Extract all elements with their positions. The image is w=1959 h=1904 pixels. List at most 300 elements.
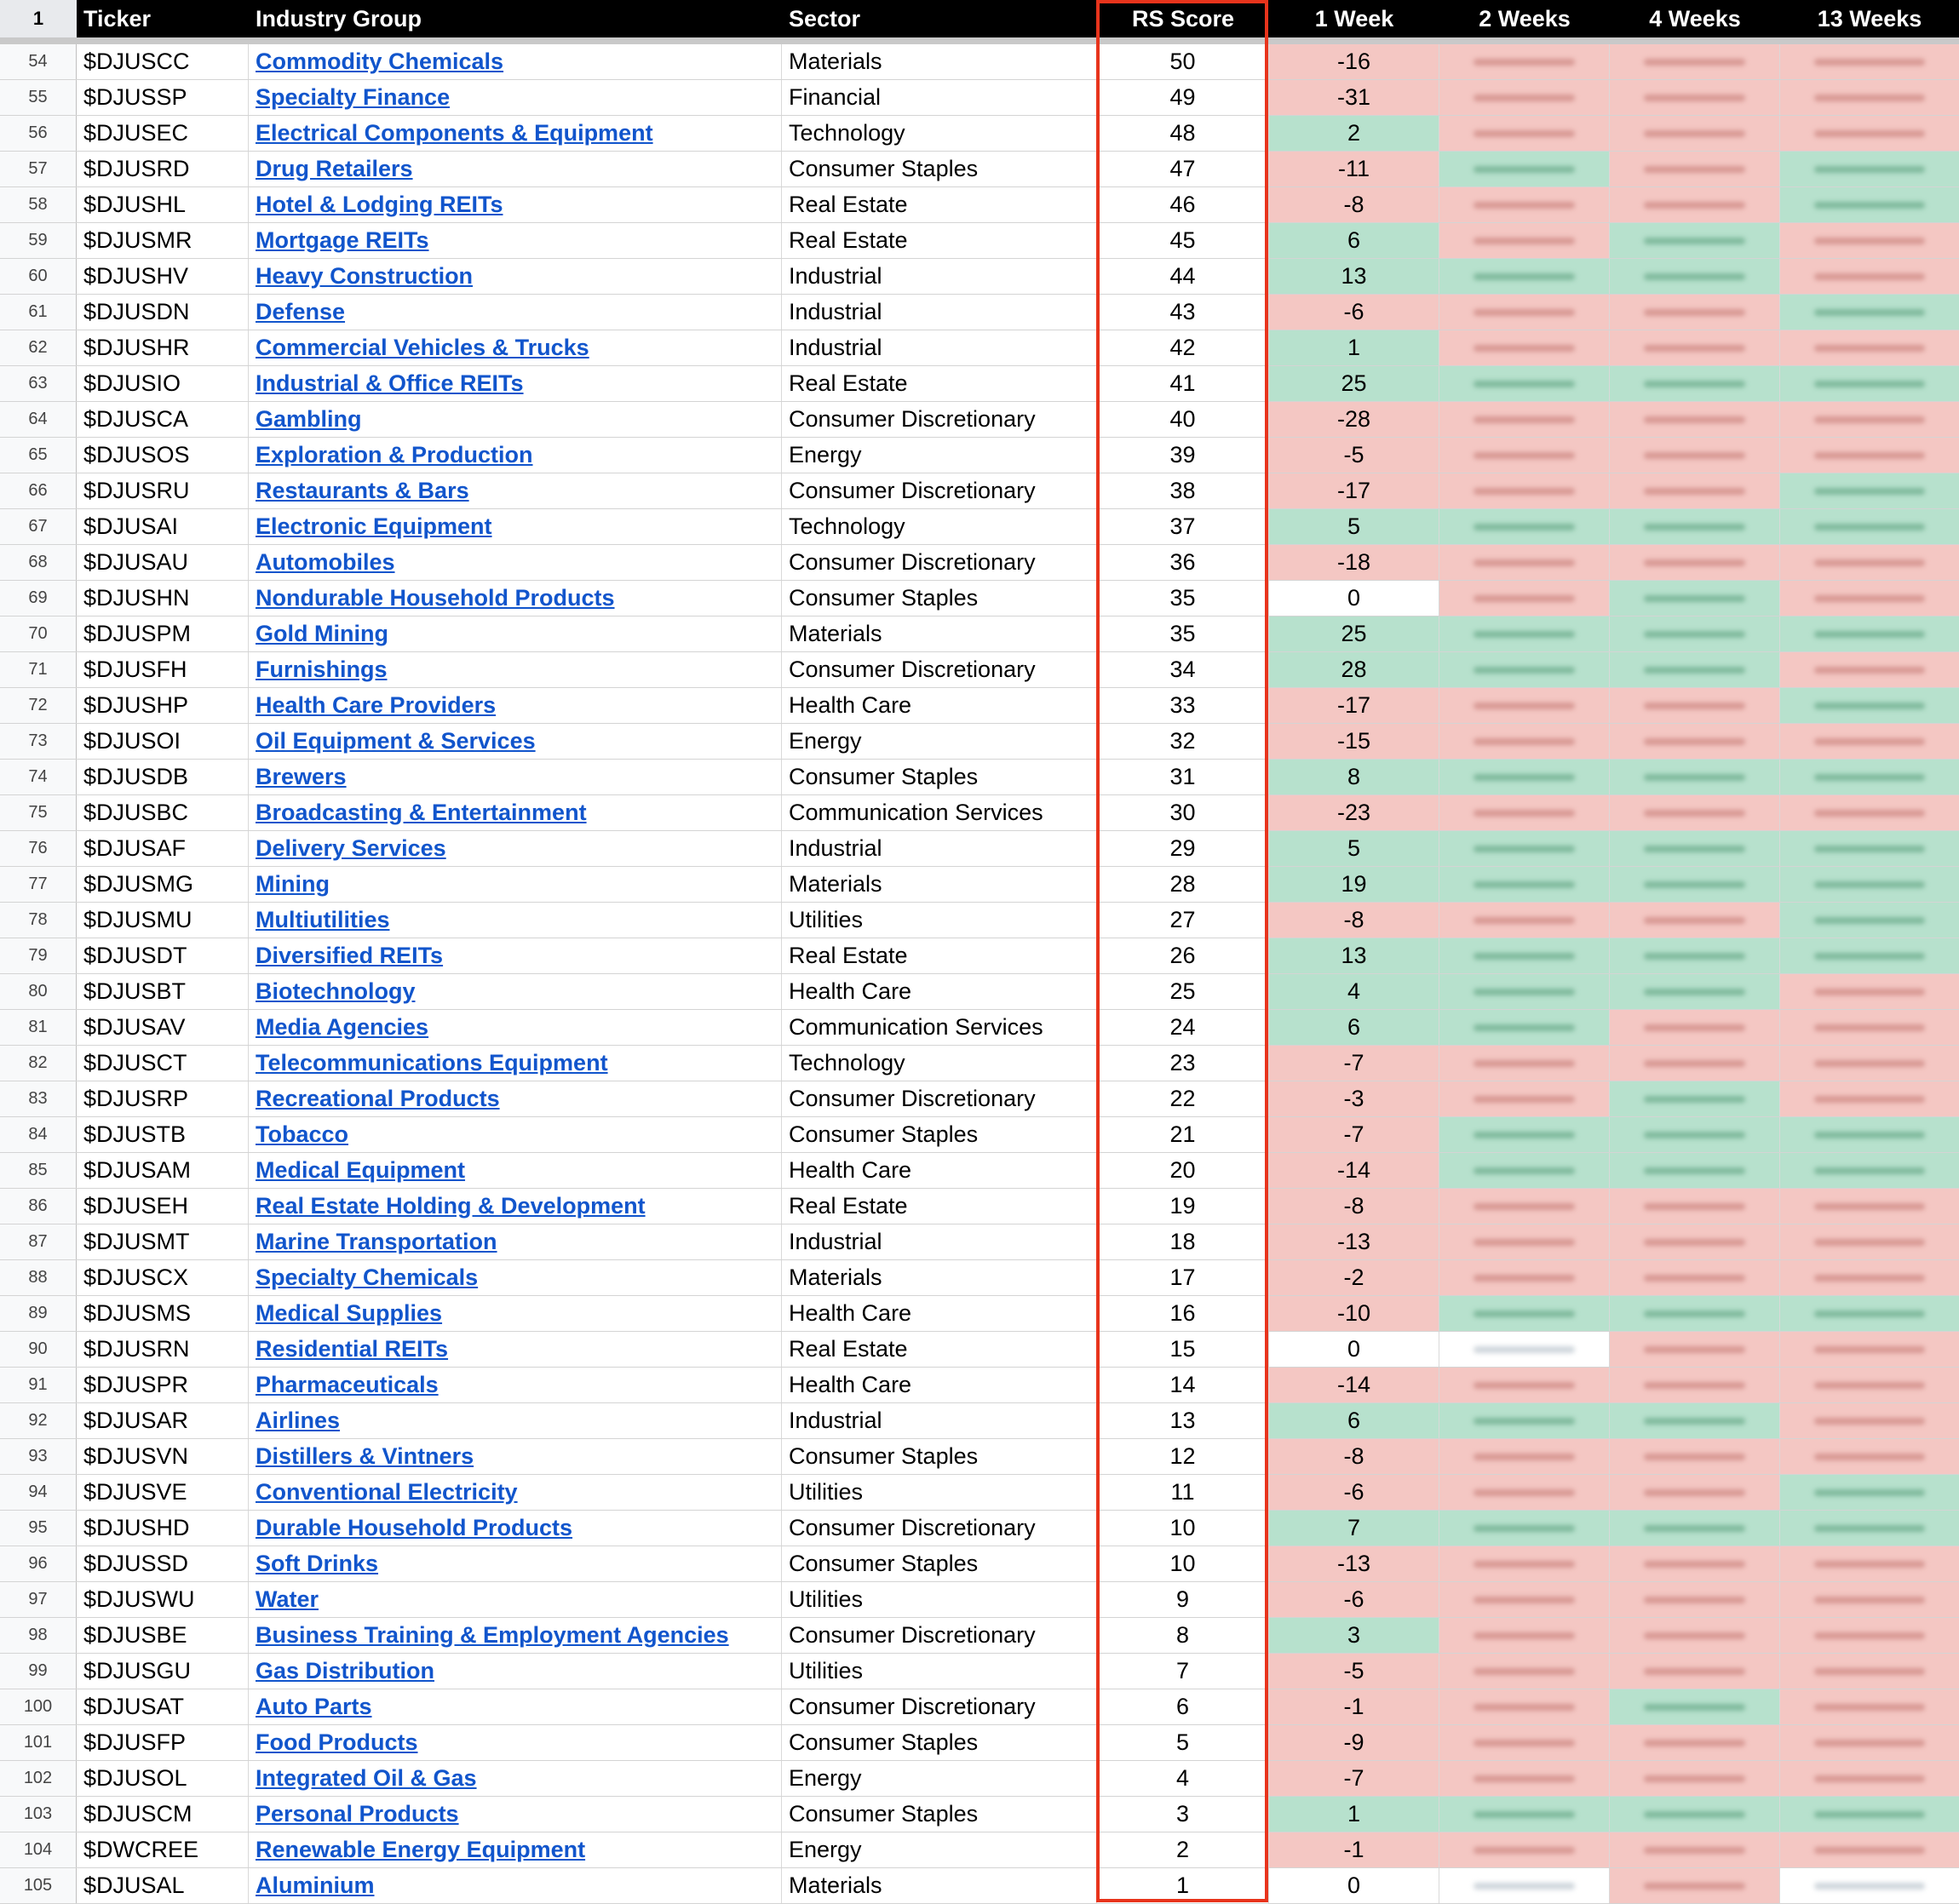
sector-cell[interactable]: Consumer Staples: [782, 1546, 1097, 1581]
week-4-change-cell[interactable]: [1610, 867, 1780, 902]
week-13-change-cell[interactable]: [1780, 831, 1959, 866]
week-4-change-cell[interactable]: [1610, 1868, 1780, 1903]
week-13-change-cell[interactable]: [1780, 545, 1959, 580]
week-13-change-cell[interactable]: [1780, 330, 1959, 365]
industry-group-cell[interactable]: [249, 366, 782, 401]
row-number[interactable]: 75: [0, 795, 77, 830]
industry-group-link[interactable]: Hotel & Lodging REITs: [256, 192, 503, 217]
rs-score-cell[interactable]: 3: [1097, 1797, 1269, 1832]
week-4-change-cell[interactable]: [1610, 1046, 1780, 1081]
industry-group-cell[interactable]: [249, 1475, 782, 1510]
rs-score-cell[interactable]: 15: [1097, 1332, 1269, 1367]
week-13-change-cell[interactable]: [1780, 1511, 1959, 1546]
week-13-change-cell[interactable]: [1780, 80, 1959, 115]
rs-score-cell[interactable]: 41: [1097, 366, 1269, 401]
week-13-change-cell[interactable]: [1780, 366, 1959, 401]
week-2-change-cell[interactable]: [1439, 1368, 1610, 1402]
industry-group-cell[interactable]: [249, 116, 782, 151]
industry-group-cell[interactable]: [249, 1797, 782, 1832]
rs-score-cell[interactable]: 14: [1097, 1368, 1269, 1402]
week-2-change-cell[interactable]: [1439, 545, 1610, 580]
week-4-change-cell[interactable]: [1610, 295, 1780, 330]
industry-group-link[interactable]: Recreational Products: [256, 1086, 500, 1111]
week-2-change-cell[interactable]: [1439, 259, 1610, 294]
sector-cell[interactable]: Health Care: [782, 1153, 1097, 1188]
week-1-change-cell[interactable]: 19: [1269, 867, 1439, 902]
industry-group-cell[interactable]: [249, 1546, 782, 1581]
week-4-change-cell[interactable]: [1610, 1296, 1780, 1331]
rs-score-cell[interactable]: 8: [1097, 1618, 1269, 1653]
week-1-change-cell[interactable]: -8: [1269, 1189, 1439, 1224]
row-number[interactable]: 71: [0, 652, 77, 687]
week-1-change-cell[interactable]: -2: [1269, 1260, 1439, 1295]
row-number[interactable]: 89: [0, 1296, 77, 1331]
rs-score-cell[interactable]: 27: [1097, 903, 1269, 938]
sector-cell[interactable]: Consumer Discretionary: [782, 1618, 1097, 1653]
industry-group-cell[interactable]: [249, 1725, 782, 1760]
sector-cell[interactable]: Consumer Staples: [782, 1797, 1097, 1832]
week-1-change-cell[interactable]: -17: [1269, 473, 1439, 508]
week-13-change-cell[interactable]: [1780, 223, 1959, 258]
week-2-change-cell[interactable]: [1439, 688, 1610, 723]
rs-score-cell[interactable]: 39: [1097, 438, 1269, 473]
rs-score-cell[interactable]: 9: [1097, 1582, 1269, 1617]
week-2-change-cell[interactable]: [1439, 1403, 1610, 1438]
week-2-change-cell[interactable]: [1439, 1117, 1610, 1152]
industry-group-link[interactable]: Renewable Energy Equipment: [256, 1837, 586, 1862]
industry-group-link[interactable]: Furnishings: [256, 657, 388, 682]
industry-group-link[interactable]: Biotechnology: [256, 978, 416, 1004]
week-2-change-cell[interactable]: [1439, 831, 1610, 866]
week-1-change-cell[interactable]: -1: [1269, 1689, 1439, 1724]
week-4-change-cell[interactable]: [1610, 760, 1780, 794]
industry-group-cell[interactable]: [249, 223, 782, 258]
row-number[interactable]: 73: [0, 724, 77, 759]
week-13-change-cell[interactable]: [1780, 688, 1959, 723]
sector-cell[interactable]: Energy: [782, 438, 1097, 473]
header-13-weeks[interactable]: 13 Weeks: [1817, 6, 1922, 32]
ticker-cell[interactable]: $DJUSEH: [77, 1189, 249, 1224]
row-number[interactable]: 93: [0, 1439, 77, 1474]
row-number[interactable]: 82: [0, 1046, 77, 1081]
week-1-change-cell[interactable]: -28: [1269, 402, 1439, 437]
sector-cell[interactable]: Consumer Staples: [782, 760, 1097, 794]
week-13-change-cell[interactable]: [1780, 867, 1959, 902]
week-2-change-cell[interactable]: [1439, 1046, 1610, 1081]
row-number[interactable]: 86: [0, 1189, 77, 1224]
row-number[interactable]: 64: [0, 402, 77, 437]
row-number[interactable]: 94: [0, 1475, 77, 1510]
week-13-change-cell[interactable]: [1780, 1761, 1959, 1796]
week-4-change-cell[interactable]: [1610, 80, 1780, 115]
sector-cell[interactable]: Health Care: [782, 688, 1097, 723]
rs-score-cell[interactable]: 7: [1097, 1654, 1269, 1689]
week-13-change-cell[interactable]: [1780, 903, 1959, 938]
week-4-change-cell[interactable]: [1610, 438, 1780, 473]
industry-group-link[interactable]: Defense: [256, 299, 346, 324]
row-number[interactable]: 95: [0, 1511, 77, 1546]
week-4-change-cell[interactable]: [1610, 1153, 1780, 1188]
industry-group-cell[interactable]: [249, 295, 782, 330]
industry-group-link[interactable]: Marine Transportation: [256, 1229, 497, 1254]
week-2-change-cell[interactable]: [1439, 760, 1610, 794]
row-number[interactable]: 100: [0, 1689, 77, 1724]
week-2-change-cell[interactable]: [1439, 1761, 1610, 1796]
sector-cell[interactable]: Industrial: [782, 1224, 1097, 1259]
ticker-cell[interactable]: $DJUSBC: [77, 795, 249, 830]
rs-score-cell[interactable]: 36: [1097, 545, 1269, 580]
week-4-change-cell[interactable]: [1610, 1797, 1780, 1832]
week-13-change-cell[interactable]: [1780, 438, 1959, 473]
rs-score-cell[interactable]: 12: [1097, 1439, 1269, 1474]
rs-score-cell[interactable]: 10: [1097, 1546, 1269, 1581]
week-1-change-cell[interactable]: -15: [1269, 724, 1439, 759]
industry-group-link[interactable]: Diversified REITs: [256, 943, 444, 968]
week-4-change-cell[interactable]: [1610, 366, 1780, 401]
ticker-cell[interactable]: $DJUSHL: [77, 187, 249, 222]
industry-group-cell[interactable]: [249, 938, 782, 973]
industry-group-cell[interactable]: [249, 509, 782, 544]
row-number[interactable]: 98: [0, 1618, 77, 1653]
industry-group-link[interactable]: Specialty Chemicals: [256, 1265, 479, 1290]
rs-score-cell[interactable]: 13: [1097, 1403, 1269, 1438]
ticker-cell[interactable]: $DJUSCT: [77, 1046, 249, 1081]
sector-cell[interactable]: Utilities: [782, 903, 1097, 938]
industry-group-cell[interactable]: [249, 1189, 782, 1224]
rs-score-cell[interactable]: 49: [1097, 80, 1269, 115]
industry-group-link[interactable]: Automobiles: [256, 549, 395, 575]
week-13-change-cell[interactable]: [1780, 44, 1959, 79]
week-13-change-cell[interactable]: [1780, 1260, 1959, 1295]
week-2-change-cell[interactable]: [1439, 330, 1610, 365]
week-1-change-cell[interactable]: -23: [1269, 795, 1439, 830]
week-4-change-cell[interactable]: [1610, 581, 1780, 616]
industry-group-link[interactable]: Water: [256, 1586, 319, 1612]
row-number[interactable]: 99: [0, 1654, 77, 1689]
industry-group-cell[interactable]: [249, 44, 782, 79]
week-13-change-cell[interactable]: [1780, 724, 1959, 759]
week-2-change-cell[interactable]: [1439, 1439, 1610, 1474]
ticker-cell[interactable]: $DJUSAF: [77, 831, 249, 866]
week-13-change-cell[interactable]: [1780, 1868, 1959, 1903]
industry-group-cell[interactable]: [249, 581, 782, 616]
ticker-cell[interactable]: $DJUSWU: [77, 1582, 249, 1617]
week-1-change-cell[interactable]: -1: [1269, 1832, 1439, 1867]
sector-cell[interactable]: Energy: [782, 724, 1097, 759]
week-4-change-cell[interactable]: [1610, 652, 1780, 687]
industry-group-link[interactable]: Industrial & Office REITs: [256, 370, 524, 396]
week-1-change-cell[interactable]: 7: [1269, 1511, 1439, 1546]
rs-score-cell[interactable]: 16: [1097, 1296, 1269, 1331]
industry-group-link[interactable]: Mining: [256, 871, 330, 897]
ticker-cell[interactable]: $DJUSSP: [77, 80, 249, 115]
week-4-change-cell[interactable]: [1610, 1117, 1780, 1152]
industry-group-link[interactable]: Multiutilities: [256, 907, 390, 932]
row-number[interactable]: 57: [0, 152, 77, 186]
rs-score-cell[interactable]: 6: [1097, 1689, 1269, 1724]
industry-group-cell[interactable]: [249, 1368, 782, 1402]
week-4-change-cell[interactable]: [1610, 688, 1780, 723]
week-2-change-cell[interactable]: [1439, 1511, 1610, 1546]
rs-score-cell[interactable]: 35: [1097, 581, 1269, 616]
row-number[interactable]: 84: [0, 1117, 77, 1152]
week-1-change-cell[interactable]: 8: [1269, 760, 1439, 794]
ticker-cell[interactable]: $DJUSMU: [77, 903, 249, 938]
week-13-change-cell[interactable]: [1780, 1010, 1959, 1045]
industry-group-cell[interactable]: [249, 1761, 782, 1796]
ticker-cell[interactable]: $DJUSDN: [77, 295, 249, 330]
row-number[interactable]: 105: [0, 1868, 77, 1903]
week-2-change-cell[interactable]: [1439, 1725, 1610, 1760]
week-13-change-cell[interactable]: [1780, 509, 1959, 544]
week-2-change-cell[interactable]: [1439, 187, 1610, 222]
industry-group-link[interactable]: Medical Supplies: [256, 1300, 443, 1326]
week-4-change-cell[interactable]: [1610, 152, 1780, 186]
week-4-change-cell[interactable]: [1610, 509, 1780, 544]
ticker-cell[interactable]: $DJUSRN: [77, 1332, 249, 1367]
week-1-change-cell[interactable]: 6: [1269, 1010, 1439, 1045]
week-1-change-cell[interactable]: 25: [1269, 366, 1439, 401]
rs-score-cell[interactable]: 46: [1097, 187, 1269, 222]
sector-cell[interactable]: Health Care: [782, 1368, 1097, 1402]
week-13-change-cell[interactable]: [1780, 1224, 1959, 1259]
industry-group-link[interactable]: Residential REITs: [256, 1336, 449, 1362]
industry-group-link[interactable]: Distillers & Vintners: [256, 1443, 474, 1469]
sector-cell[interactable]: Utilities: [782, 1654, 1097, 1689]
week-4-change-cell[interactable]: [1610, 330, 1780, 365]
industry-group-link[interactable]: Broadcasting & Entertainment: [256, 800, 587, 825]
industry-group-link[interactable]: Gas Distribution: [256, 1658, 435, 1683]
sector-cell[interactable]: Communication Services: [782, 795, 1097, 830]
week-13-change-cell[interactable]: [1780, 1654, 1959, 1689]
industry-group-cell[interactable]: [249, 652, 782, 687]
week-4-change-cell[interactable]: [1610, 1010, 1780, 1045]
week-2-change-cell[interactable]: [1439, 867, 1610, 902]
industry-group-cell[interactable]: [249, 1117, 782, 1152]
header-4-weeks[interactable]: 4 Weeks: [1649, 6, 1741, 32]
industry-group-link[interactable]: Durable Household Products: [256, 1515, 573, 1540]
week-2-change-cell[interactable]: [1439, 80, 1610, 115]
ticker-cell[interactable]: $DJUSHP: [77, 688, 249, 723]
week-13-change-cell[interactable]: [1780, 187, 1959, 222]
week-1-change-cell[interactable]: -17: [1269, 688, 1439, 723]
industry-group-cell[interactable]: [249, 903, 782, 938]
sector-cell[interactable]: Communication Services: [782, 1010, 1097, 1045]
week-2-change-cell[interactable]: [1439, 438, 1610, 473]
week-13-change-cell[interactable]: [1780, 1046, 1959, 1081]
week-13-change-cell[interactable]: [1780, 760, 1959, 794]
industry-group-cell[interactable]: [249, 545, 782, 580]
week-13-change-cell[interactable]: [1780, 116, 1959, 151]
ticker-cell[interactable]: $DJUSEC: [77, 116, 249, 151]
week-13-change-cell[interactable]: [1780, 1296, 1959, 1331]
row-number[interactable]: 97: [0, 1582, 77, 1617]
header-industry-group[interactable]: Industry Group: [256, 6, 422, 32]
week-2-change-cell[interactable]: [1439, 44, 1610, 79]
ticker-cell[interactable]: $DJUSMS: [77, 1296, 249, 1331]
sector-cell[interactable]: Utilities: [782, 1475, 1097, 1510]
industry-group-link[interactable]: Auto Parts: [256, 1694, 372, 1719]
week-4-change-cell[interactable]: [1610, 1403, 1780, 1438]
week-1-change-cell[interactable]: -8: [1269, 187, 1439, 222]
rs-score-cell[interactable]: 44: [1097, 259, 1269, 294]
row-number[interactable]: 74: [0, 760, 77, 794]
week-1-change-cell[interactable]: -7: [1269, 1046, 1439, 1081]
ticker-cell[interactable]: $DJUSOL: [77, 1761, 249, 1796]
industry-group-cell[interactable]: [249, 1689, 782, 1724]
row-number[interactable]: 83: [0, 1081, 77, 1116]
ticker-cell[interactable]: $DJUSAI: [77, 509, 249, 544]
row-number[interactable]: 78: [0, 903, 77, 938]
week-13-change-cell[interactable]: [1780, 1582, 1959, 1617]
rs-score-cell[interactable]: 30: [1097, 795, 1269, 830]
ticker-cell[interactable]: $DJUSCX: [77, 1260, 249, 1295]
sector-cell[interactable]: Materials: [782, 44, 1097, 79]
row-number[interactable]: 58: [0, 187, 77, 222]
sector-cell[interactable]: Consumer Staples: [782, 1725, 1097, 1760]
week-13-change-cell[interactable]: [1780, 795, 1959, 830]
header-1-week[interactable]: 1 Week: [1314, 6, 1394, 32]
week-1-change-cell[interactable]: 0: [1269, 1868, 1439, 1903]
week-13-change-cell[interactable]: [1780, 1153, 1959, 1188]
week-1-change-cell[interactable]: -5: [1269, 438, 1439, 473]
rs-score-cell[interactable]: 1: [1097, 1868, 1269, 1903]
industry-group-cell[interactable]: [249, 867, 782, 902]
week-4-change-cell[interactable]: [1610, 1618, 1780, 1653]
week-13-change-cell[interactable]: [1780, 473, 1959, 508]
industry-group-cell[interactable]: [249, 259, 782, 294]
sector-cell[interactable]: Industrial: [782, 330, 1097, 365]
row-number[interactable]: 87: [0, 1224, 77, 1259]
ticker-cell[interactable]: $DJUSAT: [77, 1689, 249, 1724]
week-13-change-cell[interactable]: [1780, 617, 1959, 651]
industry-group-cell[interactable]: [249, 1403, 782, 1438]
ticker-cell[interactable]: $DJUSMG: [77, 867, 249, 902]
ticker-cell[interactable]: $DJUSIO: [77, 366, 249, 401]
rs-score-cell[interactable]: 21: [1097, 1117, 1269, 1152]
rs-score-cell[interactable]: 23: [1097, 1046, 1269, 1081]
row-number[interactable]: 92: [0, 1403, 77, 1438]
week-4-change-cell[interactable]: [1610, 1689, 1780, 1724]
industry-group-cell[interactable]: [249, 187, 782, 222]
ticker-cell[interactable]: $DJUSCA: [77, 402, 249, 437]
week-13-change-cell[interactable]: [1780, 652, 1959, 687]
week-4-change-cell[interactable]: [1610, 1832, 1780, 1867]
week-2-change-cell[interactable]: [1439, 366, 1610, 401]
week-1-change-cell[interactable]: -31: [1269, 80, 1439, 115]
week-2-change-cell[interactable]: [1439, 1081, 1610, 1116]
industry-group-cell[interactable]: [249, 473, 782, 508]
ticker-cell[interactable]: $DJUSAV: [77, 1010, 249, 1045]
industry-group-link[interactable]: Airlines: [256, 1408, 341, 1433]
industry-group-link[interactable]: Personal Products: [256, 1801, 459, 1827]
week-13-change-cell[interactable]: [1780, 1332, 1959, 1367]
rs-score-cell[interactable]: 29: [1097, 831, 1269, 866]
week-4-change-cell[interactable]: [1610, 1582, 1780, 1617]
sector-cell[interactable]: Consumer Discretionary: [782, 1511, 1097, 1546]
industry-group-link[interactable]: Mortgage REITs: [256, 227, 429, 253]
week-2-change-cell[interactable]: [1439, 617, 1610, 651]
header-sector[interactable]: Sector: [789, 6, 861, 32]
sector-cell[interactable]: Health Care: [782, 1296, 1097, 1331]
ticker-cell[interactable]: $DJUSAM: [77, 1153, 249, 1188]
sector-cell[interactable]: Consumer Staples: [782, 1117, 1097, 1152]
sector-cell[interactable]: Financial: [782, 80, 1097, 115]
rs-score-cell[interactable]: 32: [1097, 724, 1269, 759]
week-2-change-cell[interactable]: [1439, 223, 1610, 258]
ticker-cell[interactable]: $DJUSOS: [77, 438, 249, 473]
industry-group-cell[interactable]: [249, 1868, 782, 1903]
week-4-change-cell[interactable]: [1610, 1224, 1780, 1259]
ticker-cell[interactable]: $DJUSHD: [77, 1511, 249, 1546]
industry-group-link[interactable]: Food Products: [256, 1729, 418, 1755]
week-1-change-cell[interactable]: 0: [1269, 1332, 1439, 1367]
sector-cell[interactable]: Technology: [782, 116, 1097, 151]
week-1-change-cell[interactable]: -10: [1269, 1296, 1439, 1331]
industry-group-link[interactable]: Pharmaceuticals: [256, 1372, 439, 1397]
rs-score-cell[interactable]: 2: [1097, 1832, 1269, 1867]
week-13-change-cell[interactable]: [1780, 1618, 1959, 1653]
rs-score-cell[interactable]: 19: [1097, 1189, 1269, 1224]
sector-cell[interactable]: Energy: [782, 1832, 1097, 1867]
week-4-change-cell[interactable]: [1610, 1189, 1780, 1224]
week-2-change-cell[interactable]: [1439, 1224, 1610, 1259]
industry-group-cell[interactable]: [249, 80, 782, 115]
ticker-cell[interactable]: $DJUSPM: [77, 617, 249, 651]
week-1-change-cell[interactable]: -7: [1269, 1761, 1439, 1796]
week-4-change-cell[interactable]: [1610, 187, 1780, 222]
ticker-cell[interactable]: $DJUSBE: [77, 1618, 249, 1653]
industry-group-link[interactable]: Tobacco: [256, 1121, 349, 1147]
ticker-cell[interactable]: $DJUSAU: [77, 545, 249, 580]
week-1-change-cell[interactable]: 1: [1269, 1797, 1439, 1832]
week-1-change-cell[interactable]: 13: [1269, 938, 1439, 973]
industry-group-link[interactable]: Real Estate Holding & Development: [256, 1193, 646, 1219]
industry-group-link[interactable]: Restaurants & Bars: [256, 478, 469, 503]
industry-group-cell[interactable]: [249, 1224, 782, 1259]
week-2-change-cell[interactable]: [1439, 1797, 1610, 1832]
rs-score-cell[interactable]: 42: [1097, 330, 1269, 365]
industry-group-link[interactable]: Exploration & Production: [256, 442, 533, 467]
sector-cell[interactable]: Real Estate: [782, 938, 1097, 973]
row-number[interactable]: 60: [0, 259, 77, 294]
week-2-change-cell[interactable]: [1439, 1546, 1610, 1581]
industry-group-cell[interactable]: [249, 831, 782, 866]
week-13-change-cell[interactable]: [1780, 259, 1959, 294]
rs-score-cell[interactable]: 28: [1097, 867, 1269, 902]
ticker-cell[interactable]: $DJUSAL: [77, 1868, 249, 1903]
week-13-change-cell[interactable]: [1780, 1475, 1959, 1510]
week-1-change-cell[interactable]: -16: [1269, 44, 1439, 79]
sector-cell[interactable]: Consumer Staples: [782, 152, 1097, 186]
week-13-change-cell[interactable]: [1780, 1439, 1959, 1474]
week-1-change-cell[interactable]: 5: [1269, 831, 1439, 866]
week-4-change-cell[interactable]: [1610, 1081, 1780, 1116]
rs-score-cell[interactable]: 43: [1097, 295, 1269, 330]
week-1-change-cell[interactable]: -14: [1269, 1368, 1439, 1402]
row-number[interactable]: 54: [0, 44, 77, 79]
industry-group-cell[interactable]: [249, 1260, 782, 1295]
row-number[interactable]: 90: [0, 1332, 77, 1367]
week-4-change-cell[interactable]: [1610, 1546, 1780, 1581]
industry-group-cell[interactable]: [249, 724, 782, 759]
sector-cell[interactable]: Consumer Discretionary: [782, 545, 1097, 580]
week-4-change-cell[interactable]: [1610, 795, 1780, 830]
sector-cell[interactable]: Real Estate: [782, 223, 1097, 258]
row-number[interactable]: 55: [0, 80, 77, 115]
industry-group-link[interactable]: Medical Equipment: [256, 1157, 466, 1183]
ticker-cell[interactable]: $DJUSFP: [77, 1725, 249, 1760]
